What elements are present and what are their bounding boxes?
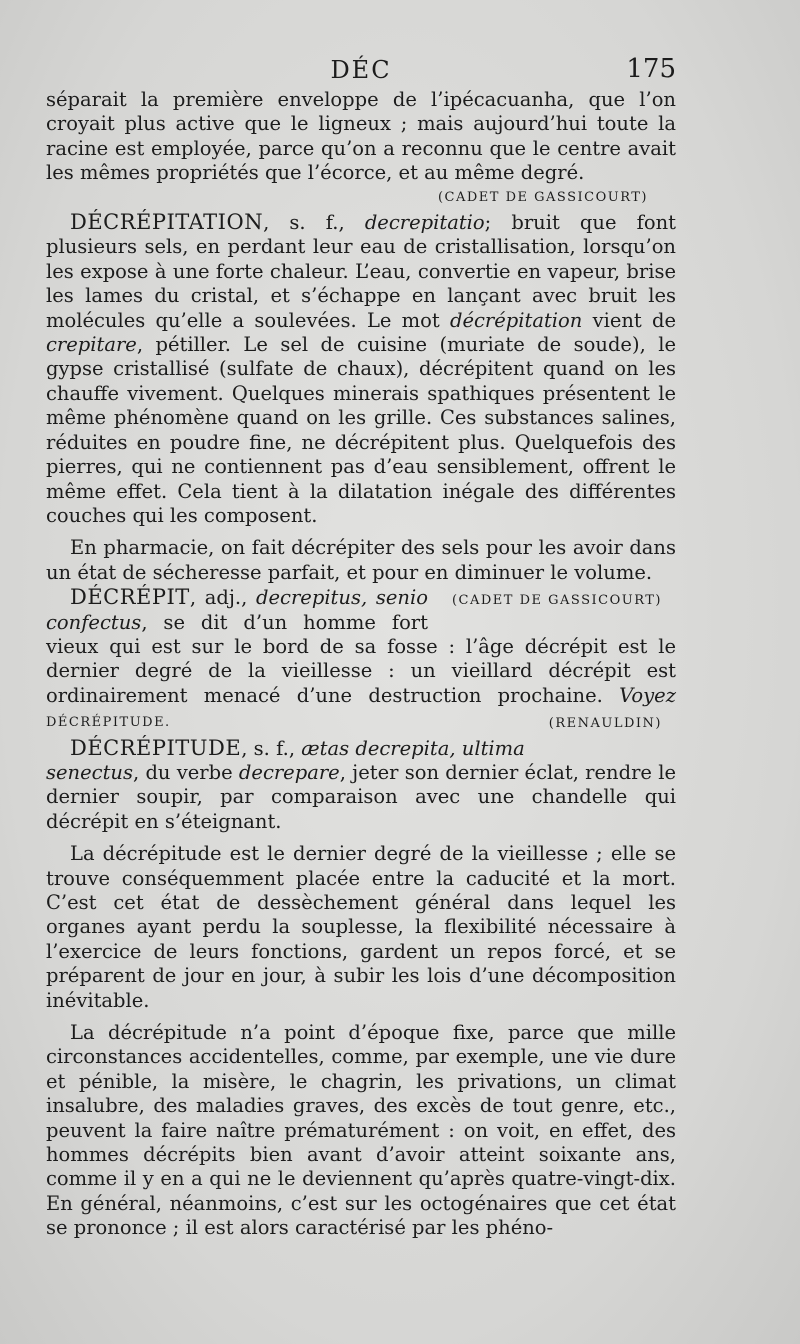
grammar-note: , adj., [189, 586, 257, 610]
headword: DÉCRÉPIT [70, 585, 190, 610]
page-number: 175 [626, 54, 676, 84]
entry-decrepitation [46, 210, 676, 528]
entry-text: , se dit d’un homme fort vieux qui est sur le bord de sa fosse : l’âge décrépit est le dernier degré de la vieillesse : un vieillard décrépit est ordinairement menacé d’une destruction prochaine. [46, 610, 676, 707]
grammar-note: , s. f., [241, 736, 302, 760]
cross-reference-label: Voyez [619, 683, 676, 707]
entry-decrepitude [46, 736, 676, 835]
entry-text: , du verbe [132, 760, 239, 784]
entry-text: , jeter son dernier éclat, rendre le dernier soupir, par comparaison avec une chandelle qui décrépit en s’éteignant. [46, 760, 676, 833]
italic-term: décrépitation [449, 308, 583, 332]
entry-text: ; bruit que font plusieurs sels, en perdant leur eau de cristallisation, lorsqu’on les expose à une forte chaleur. L’eau, convertie en vapeur, brise les lames du cristal, et s’échappe en lançant avec bruit les molécules qu’elle a soulevées. Le mot [46, 211, 676, 332]
author-signature: (CADET DE GASSICOURT) [437, 189, 648, 205]
author-signature: (CADET DE GASSICOURT) [451, 593, 662, 609]
continued-paragraph: séparait la première enveloppe de l’ipécacuanha, que l’on croyait plus active que le ligneux ; mais aujourd’hui toute la racine est employée, parce qu’on a reconnu que le centre avait les mêmes propriétés que l’écorce, et au même degré. [46, 88, 676, 185]
latin-term: decrepitus, senio confectus [46, 586, 428, 634]
paragraph: La décrépitude n’a point d’époque fixe, parce que mille circonstances accidentelles, comme, par exemple, une vie dure et pénible, la misère, le chagrin, les privations, un climat insalubre, des maladies graves, des excès de tout genre, etc., peuvent la faire naître prématurément : on voit, en effet, des hommes décrépits bien avant d’avoir atteint soixante ans, comme il y en a qui ne le deviennent qu’après quatre-vingt-dix. En général, néanmoins, c’est sur les octogénaires que cet état se prononce ; il est alors caractérisé par les phéno- [46, 1021, 676, 1240]
latin-term: ætas decrepita, ultima senectus [46, 736, 525, 784]
italic-term: crepitare [46, 333, 137, 357]
entry-text: , pétiller. Le sel de cuisine (muriate de soude), le gypse cristallisé (sulfate de chaux), décrépitent quand on les chauffe vivement. Quelques minerais spathiques présentent le même phénomène quand on les grille. Ces substances salines, réduites en poudre fine, ne décrépitent plus. Quelquefois des pierres, qui ne contiennent pas d’eau sensiblement, offrent le même effet. Cela tient à la dilatation inégale des différentes couches qui les composent. [46, 333, 676, 527]
italic-term: decrepare [238, 760, 340, 784]
author-signature: (RENAULDIN) [548, 716, 662, 732]
entry-text: vient de [582, 308, 677, 332]
page-header [46, 52, 676, 92]
paragraph-text: En pharmacie, on fait décrépiter des sels pour les avoir dans un état de sécheresse parfait, et pour en diminuer le volume. [46, 536, 676, 584]
running-head: DÉC [330, 56, 392, 84]
latin-term: decrepitatio [364, 211, 485, 235]
grammar-note: , s. f., [263, 211, 365, 235]
headword: DÉCRÉPITUDE [70, 735, 242, 760]
page-body [46, 88, 676, 1241]
paragraph: La décrépitude est le dernier degré de la vieillesse ; elle se trouve conséquemment placée entre la caducité et la mort. C’est cet état de dessèchement général dans lequel les organes ayant perdu la souplesse, la flexibilité nécessaire à l’exercice de leurs fonctions, gardent un repos forcé, et se préparent de jour en jour, à subir les lois d’une décomposition inévitable. [46, 842, 676, 1012]
cross-reference: DÉCRÉPITUDE. [46, 715, 171, 731]
headword: DÉCRÉPITATION [70, 210, 264, 235]
